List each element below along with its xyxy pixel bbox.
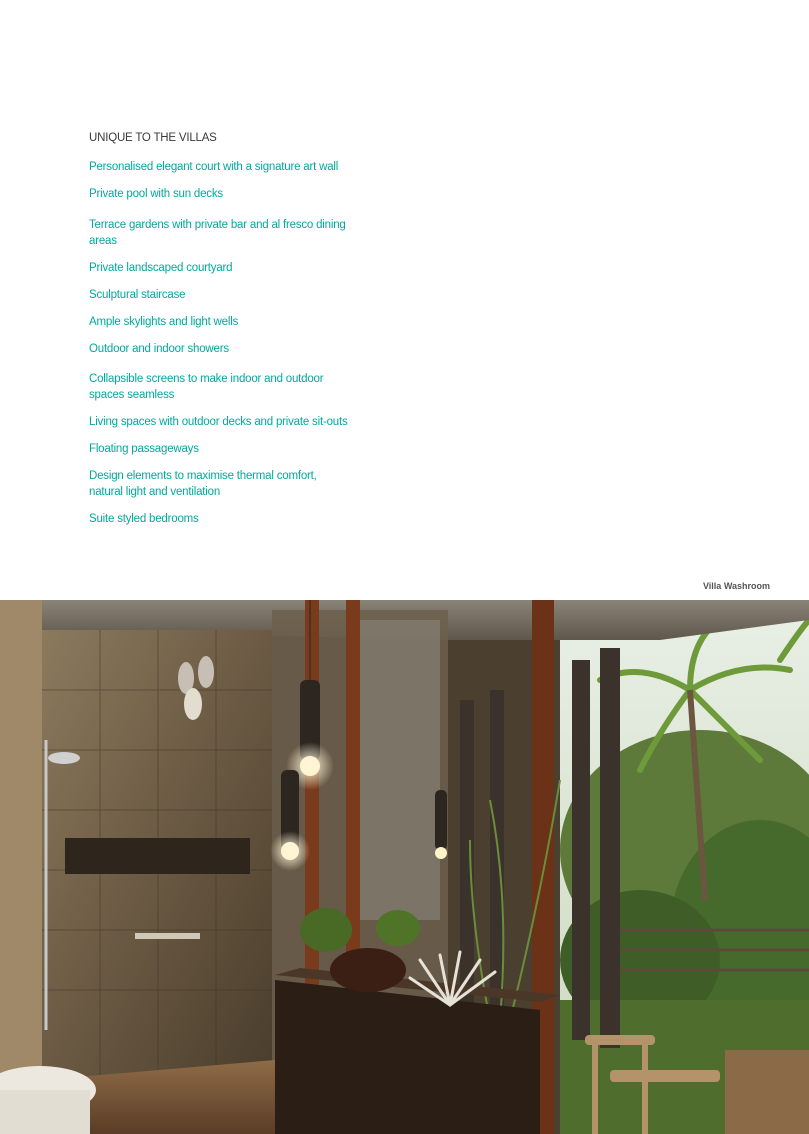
- feature-item: Ample skylights and light wells: [89, 316, 239, 328]
- feature-item: Private landscaped courtyard: [89, 262, 233, 274]
- feature-item: Collapsible screens to make indoor and outdoor spaces seamless: [89, 373, 324, 401]
- feature-item: Private pool with sun decks: [89, 188, 223, 200]
- feature-item: Sculptural staircase: [89, 289, 186, 301]
- image-caption: Villa Washroom: [702, 581, 770, 591]
- feature-item: Personalised elegant court with a signature art wall: [89, 161, 339, 173]
- section-heading: UNIQUE TO THE VILLAS: [89, 132, 217, 144]
- feature-item: Floating passageways: [89, 443, 199, 455]
- feature-item: Living spaces with outdoor decks and private sit-outs: [89, 416, 348, 428]
- villa-washroom-photo: [0, 600, 809, 1134]
- feature-item: Suite styled bedrooms: [89, 513, 199, 525]
- feature-item: Terrace gardens with private bar and al fresco dining areas: [89, 219, 346, 247]
- feature-item: Outdoor and indoor showers: [89, 343, 229, 355]
- feature-item: Design elements to maximise thermal comfort, natural light and ventilation: [89, 470, 317, 498]
